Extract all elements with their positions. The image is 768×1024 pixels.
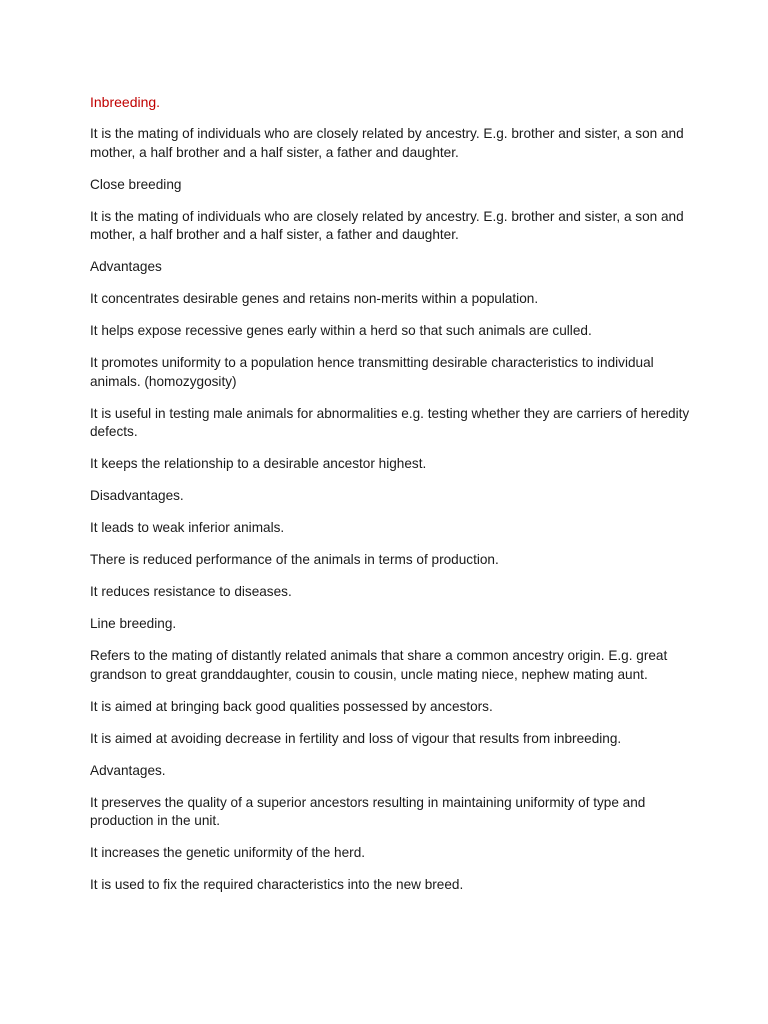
paragraph: It is the mating of individuals who are closely related by ancestry. E.g. brother and sister, a son and mother, a half brother and a half sister, a father and daughter. xyxy=(90,208,684,242)
paragraph: It is the mating of individuals who are closely related by ancestry. E.g. brother and sister, a son and mother, a half brother and a half sister, a father and daughter. xyxy=(90,126,684,160)
document-page xyxy=(90,93,690,908)
paragraph: It promotes uniformity to a population hence transmitting desirable characteristics to individual animals. (homozygosity) xyxy=(90,355,654,389)
section-heading: Advantages xyxy=(90,259,162,274)
paragraph: It reduces resistance to diseases. xyxy=(90,584,292,599)
paragraph: It helps expose recessive genes early within a herd so that such animals are culled. xyxy=(90,323,592,338)
section-heading: Close breeding xyxy=(90,176,182,192)
section-heading: Disadvantages. xyxy=(90,488,184,503)
section-heading: Advantages. xyxy=(90,762,166,778)
paragraph: It increases the genetic uniformity of the herd. xyxy=(90,845,366,860)
paragraph: It leads to weak inferior animals. xyxy=(90,520,285,535)
paragraph: It keeps the relationship to a desirable ancestor highest. xyxy=(90,456,427,471)
paragraph: It is useful in testing male animals for abnormalities e.g. testing whether they are carriers of heredity defects. xyxy=(90,405,690,439)
section-heading: Line breeding. xyxy=(90,616,177,631)
paragraph: It is used to fix the required characteristics into the new breed. xyxy=(90,877,464,892)
document-title: Inbreeding. xyxy=(90,94,161,110)
paragraph: It is aimed at bringing back good qualities possessed by ancestors. xyxy=(90,698,493,714)
paragraph: It is aimed at avoiding decrease in fertility and loss of vigour that results from inbreeding. xyxy=(90,730,622,746)
paragraph: It concentrates desirable genes and retains non-merits within a population. xyxy=(90,291,539,306)
paragraph: Refers to the mating of distantly related animals that share a common ancestry origin. E.g. great grandson to great granddaughter, cousin to cousin, uncle mating niece, nephew mating aunt. xyxy=(90,648,668,682)
paragraph: It preserves the quality of a superior ancestors resulting in maintaining uniformity of type and production in the unit. xyxy=(90,794,646,828)
paragraph: There is reduced performance of the animals in terms of production. xyxy=(90,552,499,567)
